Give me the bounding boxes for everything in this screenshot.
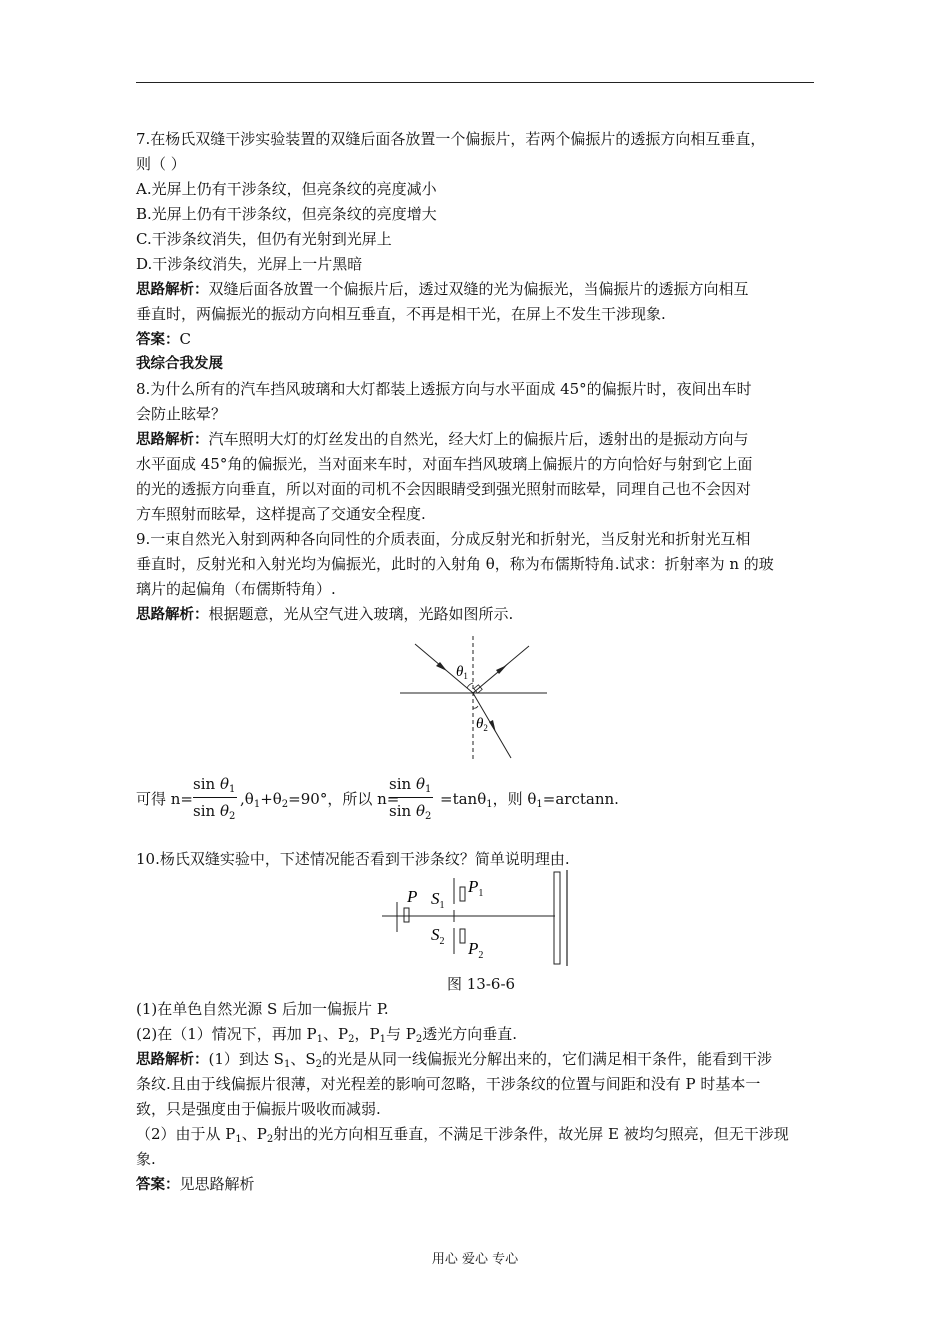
fraction-2: $\sin \theta_1$ $\sin \theta_2$: [389, 775, 432, 822]
q8-analysis-line1: 思路解析：汽车照明大灯的灯丝发出的自然光，经大灯上的偏振片后，透射出的是振动方向与: [136, 430, 749, 448]
label-p: P: [407, 887, 418, 906]
analysis-label: 思路解析：: [136, 282, 209, 298]
theta2-label: $\theta_2$: [476, 716, 488, 733]
q7-answer: 答案：C: [136, 330, 191, 348]
analysis-label: 思路解析：: [136, 1052, 209, 1068]
theta1-label: $\theta_1$: [456, 664, 468, 681]
header-rule: [136, 82, 814, 83]
double-slit-diagram: [380, 870, 580, 970]
q7-analysis-line2: 垂直时，两偏振光的振动方向相互垂直，不再是相干光，在屏上不发生干涉现象.: [136, 305, 666, 323]
polarizer-p: [404, 908, 409, 922]
label-s1: $S_1$: [431, 889, 445, 911]
q7-option-a: A.光屏上仍有干涉条纹，但亮条纹的亮度减小: [136, 180, 437, 198]
q9-stem-line1: 9.一束自然光入射到两种各向同性的介质表面，分成反射光和折射光，当反射光和折射光互相: [136, 530, 751, 548]
q9-analysis-line1: 思路解析：根据题意，光从空气进入玻璃，光路如图所示.: [136, 605, 514, 623]
q10-item2: (2)在（1）情况下，再加 $P_1$、$P_2$，$P_1$与 $P_2$透光方向垂直.: [136, 1025, 517, 1045]
angle-arc-1: [467, 683, 473, 688]
label-p2: $P_2$: [468, 939, 484, 961]
refracted-arrow: [489, 720, 496, 733]
label-s2: $S_2$: [431, 925, 445, 947]
q8-analysis-line2: 水平面成 45°角的偏振光，当对面来车时，对面车挡风玻璃上偏振片的方向恰好与射到它上面: [136, 455, 753, 473]
q8-analysis-line3: 的光的透振方向垂直，所以对面的司机不会因眼睛受到强光照射而眩晕，同理自己也不会因对: [136, 480, 752, 498]
q8-analysis-line4: 方车照射而眩晕，这样提高了交通安全程度.: [136, 505, 426, 523]
q10-stem: 10.杨氏双缝实验中，下述情况能否看到干涉条纹？简单说明理由.: [136, 850, 570, 868]
q7-option-d: D.干涉条纹消失，光屏上一片黑暗: [136, 255, 363, 273]
q8-stem-line2: 会防止眩晕？: [136, 405, 227, 423]
q9-stem-line3: 璃片的起偏角（布儒斯特角）.: [136, 580, 336, 598]
analysis-label: 思路解析：: [136, 607, 209, 623]
section-title: 我综合我发展: [136, 356, 223, 372]
q10-item1: (1)在单色自然光源 S 后加一偏振片 P.: [136, 1000, 389, 1018]
q10-answer: 答案：见思路解析: [136, 1175, 255, 1193]
q10-analysis-line2: 条纹.且由于线偏振片很薄，对光程差的影响可忽略，干涉条纹的位置与间距和没有 P 时基本一: [136, 1075, 761, 1093]
q7-option-b: B.光屏上仍有干涉条纹，但亮条纹的亮度增大: [136, 205, 437, 223]
q10-analysis-line4: （2）由于从 $P_1$、$P_2$射出的光方向相互垂直，不满足干涉条件，故光屏 E 被均匀照亮，但无干涉现: [136, 1125, 789, 1145]
q10-analysis-line1: 思路解析：(1）到达 $S_1$、$S_2$的光是从同一线偏振光分解出来的，它们满足相干条件，能看到干涉: [136, 1050, 772, 1070]
q7-analysis-line1: 思路解析：双缝后面各放置一个偏振片后，透过双缝的光为偏振光，当偏振片的透振方向相互: [136, 280, 749, 298]
q7-stem-line1: 7.在杨氏双缝干涉实验装置的双缝后面各放置一个偏振片，若两个偏振片的透振方向相互垂直，: [136, 130, 766, 148]
figure-caption: 图 13-6-6: [447, 975, 516, 993]
polarizer-p2: [460, 929, 465, 943]
formula-prefix: 可得 n=: [136, 790, 193, 808]
refraction-diagram: [395, 636, 555, 764]
label-p1: $P_1$: [468, 877, 484, 899]
page-footer: 用心 爱心 专心: [431, 1252, 519, 1267]
q9-stem-line2: 垂直时，反射光和入射光均为偏振光，此时的入射角 θ，称为布儒斯特角.试求：折射率为 n 的玻: [136, 555, 774, 573]
q8-stem-line1: 8.为什么所有的汽车挡风玻璃和大灯都装上透振方向与水平面成 45°的偏振片时，夜间出车时: [136, 380, 752, 398]
polarizer-p1: [460, 887, 465, 901]
formula-suffix: =tanθ$_1$，则 $\theta_1=\arctan n$.: [440, 790, 619, 810]
q10-analysis-line5: 象.: [136, 1150, 156, 1168]
answer-label: 答案：: [136, 332, 180, 348]
light-screen-e: [554, 872, 560, 964]
q7-option-c: C.干涉条纹消失，但仍有光射到光屏上: [136, 230, 392, 248]
q7-stem-line2: 则（ ）: [136, 155, 186, 173]
q10-analysis-line3: 致，只是强度由于偏振片吸收而减弱.: [136, 1100, 381, 1118]
analysis-label: 思路解析：: [136, 432, 209, 448]
angle-arc-2: [473, 706, 478, 708]
formula-middle: $,\theta_1+\theta_2=90^\circ$，所以 n=: [240, 790, 400, 810]
answer-label: 答案：: [136, 1177, 180, 1193]
fraction-1: $\sin \theta_1$ $\sin \theta_2$: [193, 775, 236, 822]
